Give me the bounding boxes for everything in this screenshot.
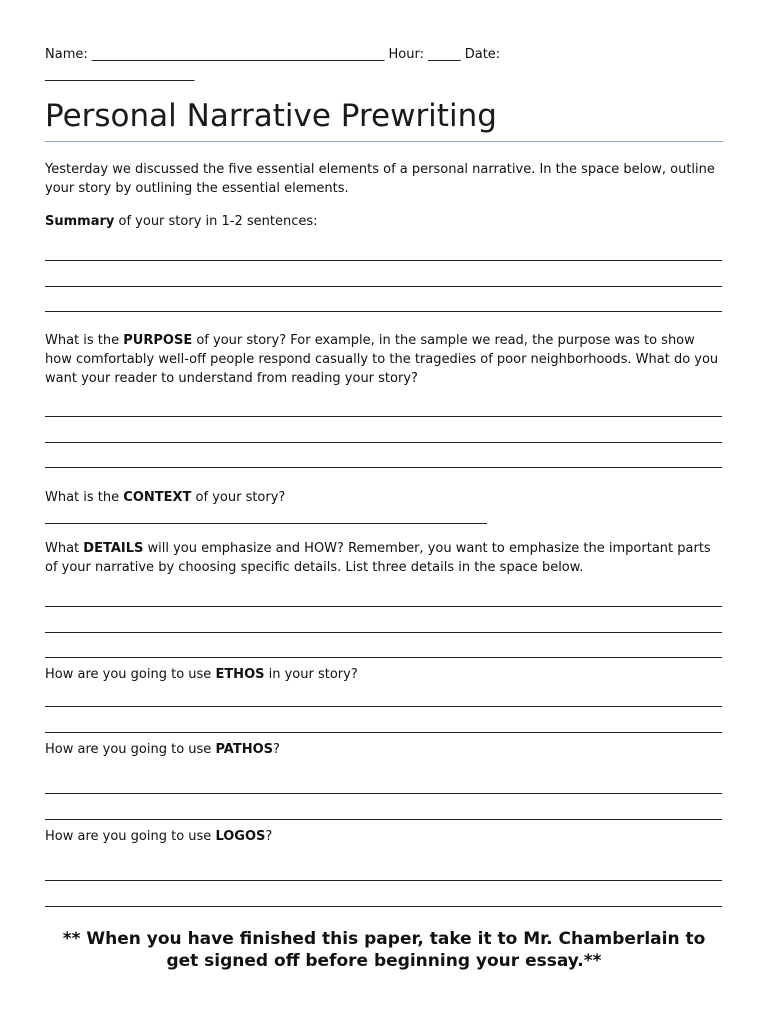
pathos-label: PATHOS: [215, 742, 273, 757]
purpose-prompt: [45, 331, 723, 388]
pathos-text: ?: [273, 742, 280, 757]
logos-pre-text: How are you going to use: [45, 829, 216, 844]
details-label: DETAILS: [83, 541, 144, 556]
ethos-prompt: [45, 665, 723, 684]
purpose-answer-line[interactable]: [45, 442, 722, 443]
summary-label: Summary: [45, 214, 115, 229]
purpose-text: of your story? For example, in the sample we read, the purpose was to show how comfortably well-off people respond casually to the tragedies of poor neighborhoods. What do you want your reader to understand from reading your story?: [45, 333, 719, 386]
pathos-answer-line[interactable]: [45, 819, 722, 820]
summary-prompt: [45, 212, 723, 231]
details-text: will you emphasize and HOW? Remember, you want to emphasize the important parts of your narrative by choosing specific details. List three details in the space below.: [45, 541, 711, 575]
ethos-answer-line[interactable]: [45, 732, 722, 733]
logos-answer-line[interactable]: [45, 906, 722, 907]
pathos-answer-line[interactable]: [45, 793, 722, 794]
date-blank-line: _______________________: [45, 67, 195, 82]
purpose-answer-line[interactable]: [45, 467, 722, 468]
logos-label: LOGOS: [215, 829, 266, 844]
name-hour-date-line: Name: _____________________________________________ Hour: _____ Date:: [45, 47, 501, 62]
purpose-label: PURPOSE: [123, 333, 193, 348]
title-underline: [45, 141, 723, 142]
ethos-answer-line[interactable]: [45, 706, 722, 707]
ethos-text: in your story?: [264, 667, 358, 682]
context-prompt: [45, 488, 723, 507]
details-answer-line[interactable]: [45, 632, 722, 633]
context-pre-text: What is the: [45, 490, 124, 505]
purpose-answer-line[interactable]: [45, 416, 722, 417]
logos-answer-line[interactable]: [45, 880, 722, 881]
purpose-pre-text: What is the: [45, 333, 124, 348]
signoff-instruction: ** When you have finished this paper, take it to Mr. Chamberlain to get signed off before beginning your essay.**: [62, 929, 706, 971]
ethos-pre-text: How are you going to use: [45, 667, 216, 682]
details-pre-text: What: [45, 541, 84, 556]
details-prompt: [45, 539, 723, 577]
logos-text: ?: [265, 829, 273, 844]
pathos-prompt: [45, 740, 723, 759]
summary-answer-line[interactable]: [45, 311, 722, 312]
pathos-pre-text: How are you going to use: [45, 742, 216, 757]
summary-answer-line[interactable]: [45, 286, 722, 287]
intro-paragraph: Yesterday we discussed the five essential elements of a personal narrative. In the space below, outline your story by outlining the essential elements.: [45, 162, 715, 196]
ethos-label: ETHOS: [215, 667, 265, 682]
details-answer-line[interactable]: [45, 657, 722, 658]
summary-answer-line[interactable]: [45, 260, 722, 261]
context-label: CONTEXT: [123, 490, 192, 505]
logos-prompt: [45, 827, 723, 846]
details-answer-line[interactable]: [45, 606, 722, 607]
page-title: Personal Narrative Prewriting: [45, 98, 497, 134]
context-text: of your story?: [191, 490, 286, 505]
summary-text: of your story in 1-2 sentences:: [114, 214, 318, 229]
context-answer-line[interactable]: [45, 523, 487, 524]
